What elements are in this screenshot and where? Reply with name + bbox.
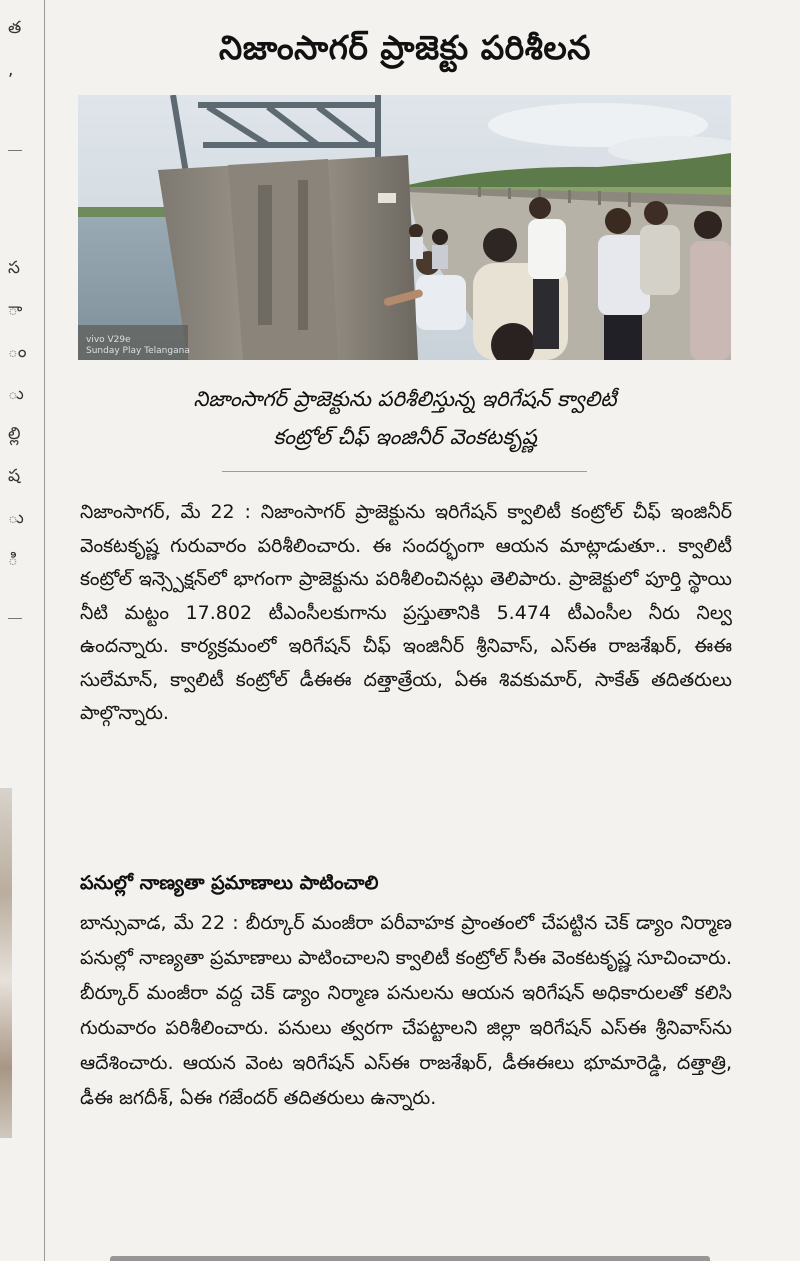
article-subheading: పనుల్లో నాణ్యతా ప్రమాణాలు పాటించాలి [80, 872, 379, 894]
left-fragment: ు [8, 384, 24, 404]
caption-divider [222, 471, 587, 472]
left-fragment: ు [8, 508, 24, 528]
article-paragraph: నిజాంసాగర్, మే 22 : నిజాంసాగర్ ప్రాజెక్టును ఇరిగేషన్ క్వాలిటీ కంట్రోల్ చీఫ్ ఇంజినీర్ వెంకటకృష్ణ గురువారం పరిశీలించారు. ఈ సందర్భంగా ఆయన మాట్లాడుతూ.. క్వాలిటీ కంట్రోల్ ఇన్స్పెక్షన్‌లో భాగంగా ప్రాజెక్టును పరిశీలించినట్లు తెలిపారు. ప్రాజెక్టులో పూర్తి స్థాయి నీటి మట్టం 17.802 టీఎంసీలకుగాను ప్రస్తుతానికి 5.474 టీఎంసీల నీరు నిల్వ ఉందన్నారు. కార్యక్రమంలో ఇరిగేషన్ చీఫ్ ఇంజినీర్ శ్రీనివాస్, ఎస్ఈ రాజశేఖర్, ఈఈ సులేమాన్, క్వాలిటీ కంట్రోల్ డీఈఈ దత్తాత్రేయ, ఏఈ శివకుమార్, సాకేత్ తదితరులు పాల్గొన్నారు. [80, 501, 732, 724]
article-body-2 [80, 906, 732, 1116]
adjacent-photo-fragment [0, 788, 12, 1138]
cropped-previous-text [120, 0, 680, 5]
left-fragment: స [8, 258, 20, 278]
watermark-device: vivo V29e [86, 335, 131, 345]
photo-watermark [86, 335, 190, 357]
photo-caption [80, 380, 730, 456]
article-paragraph: బాన్సువాడ, మే 22 : బీర్కూర్ మంజీరా పరీవాహక ప్రాంతంలో చేపట్టిన చెక్ డ్యాం నిర్మాణ పనుల్లో నాణ్యతా ప్రమాణాలు పాటించాలని క్వాలిటీ కంట్రోల్ సీఈ వెంకటకృష్ణ సూచించారు. బీర్కూర్ మంజీరా వద్ద చెక్ డ్యాం నిర్మాణ పనులను ఆయన ఇరిగేషన్ అధికారులతో కలిసి గురువారం పరిశీలించారు. పనులు త్వరగా చేపట్టాలని జిల్లా ఇరిగేషన్ ఎస్ఈ శ్రీనివాస్‌ను ఆదేశించారు. ఆయన వెంట ఇరిగేషన్ ఎస్ఈ రాజశేఖర్, డీఈఈలు భూమారెడ్డి, దత్తాత్రి, డీఈ జగదీశ్, ఏఈ గజేందర్ తదితరులు ఉన్నారు. [80, 912, 732, 1109]
watermark-credit: Sunday Play Telangana [86, 346, 190, 356]
news-photo [78, 95, 731, 360]
adjacent-column-strip [0, 0, 44, 1261]
left-fragment: ం [8, 342, 27, 362]
caption-line-1: నిజాంసాగర్ ప్రాజెక్టును పరిశీలిస్తున్న ఇరిగేషన్ క్వాలిటీ [193, 387, 617, 411]
cropped-next-text [110, 1253, 710, 1261]
left-divider [8, 618, 22, 619]
left-fragment: ల్లి [8, 424, 21, 444]
headline: నిజాంసాగర్ ప్రాజెక్టు పరిశీలన [219, 28, 591, 67]
caption-line-2: కంట్రోల్ చీఫ్ ఇంజినీర్ వెంకటకృష్ణ [273, 425, 537, 449]
column-rule [44, 0, 45, 1261]
left-fragment: త [8, 18, 22, 38]
left-fragment: ి [8, 550, 18, 570]
left-divider [8, 150, 22, 151]
left-fragment: ష [8, 466, 21, 486]
left-fragment: ా [8, 300, 23, 320]
left-fragment: , [8, 60, 14, 80]
article-body-1 [80, 496, 732, 731]
